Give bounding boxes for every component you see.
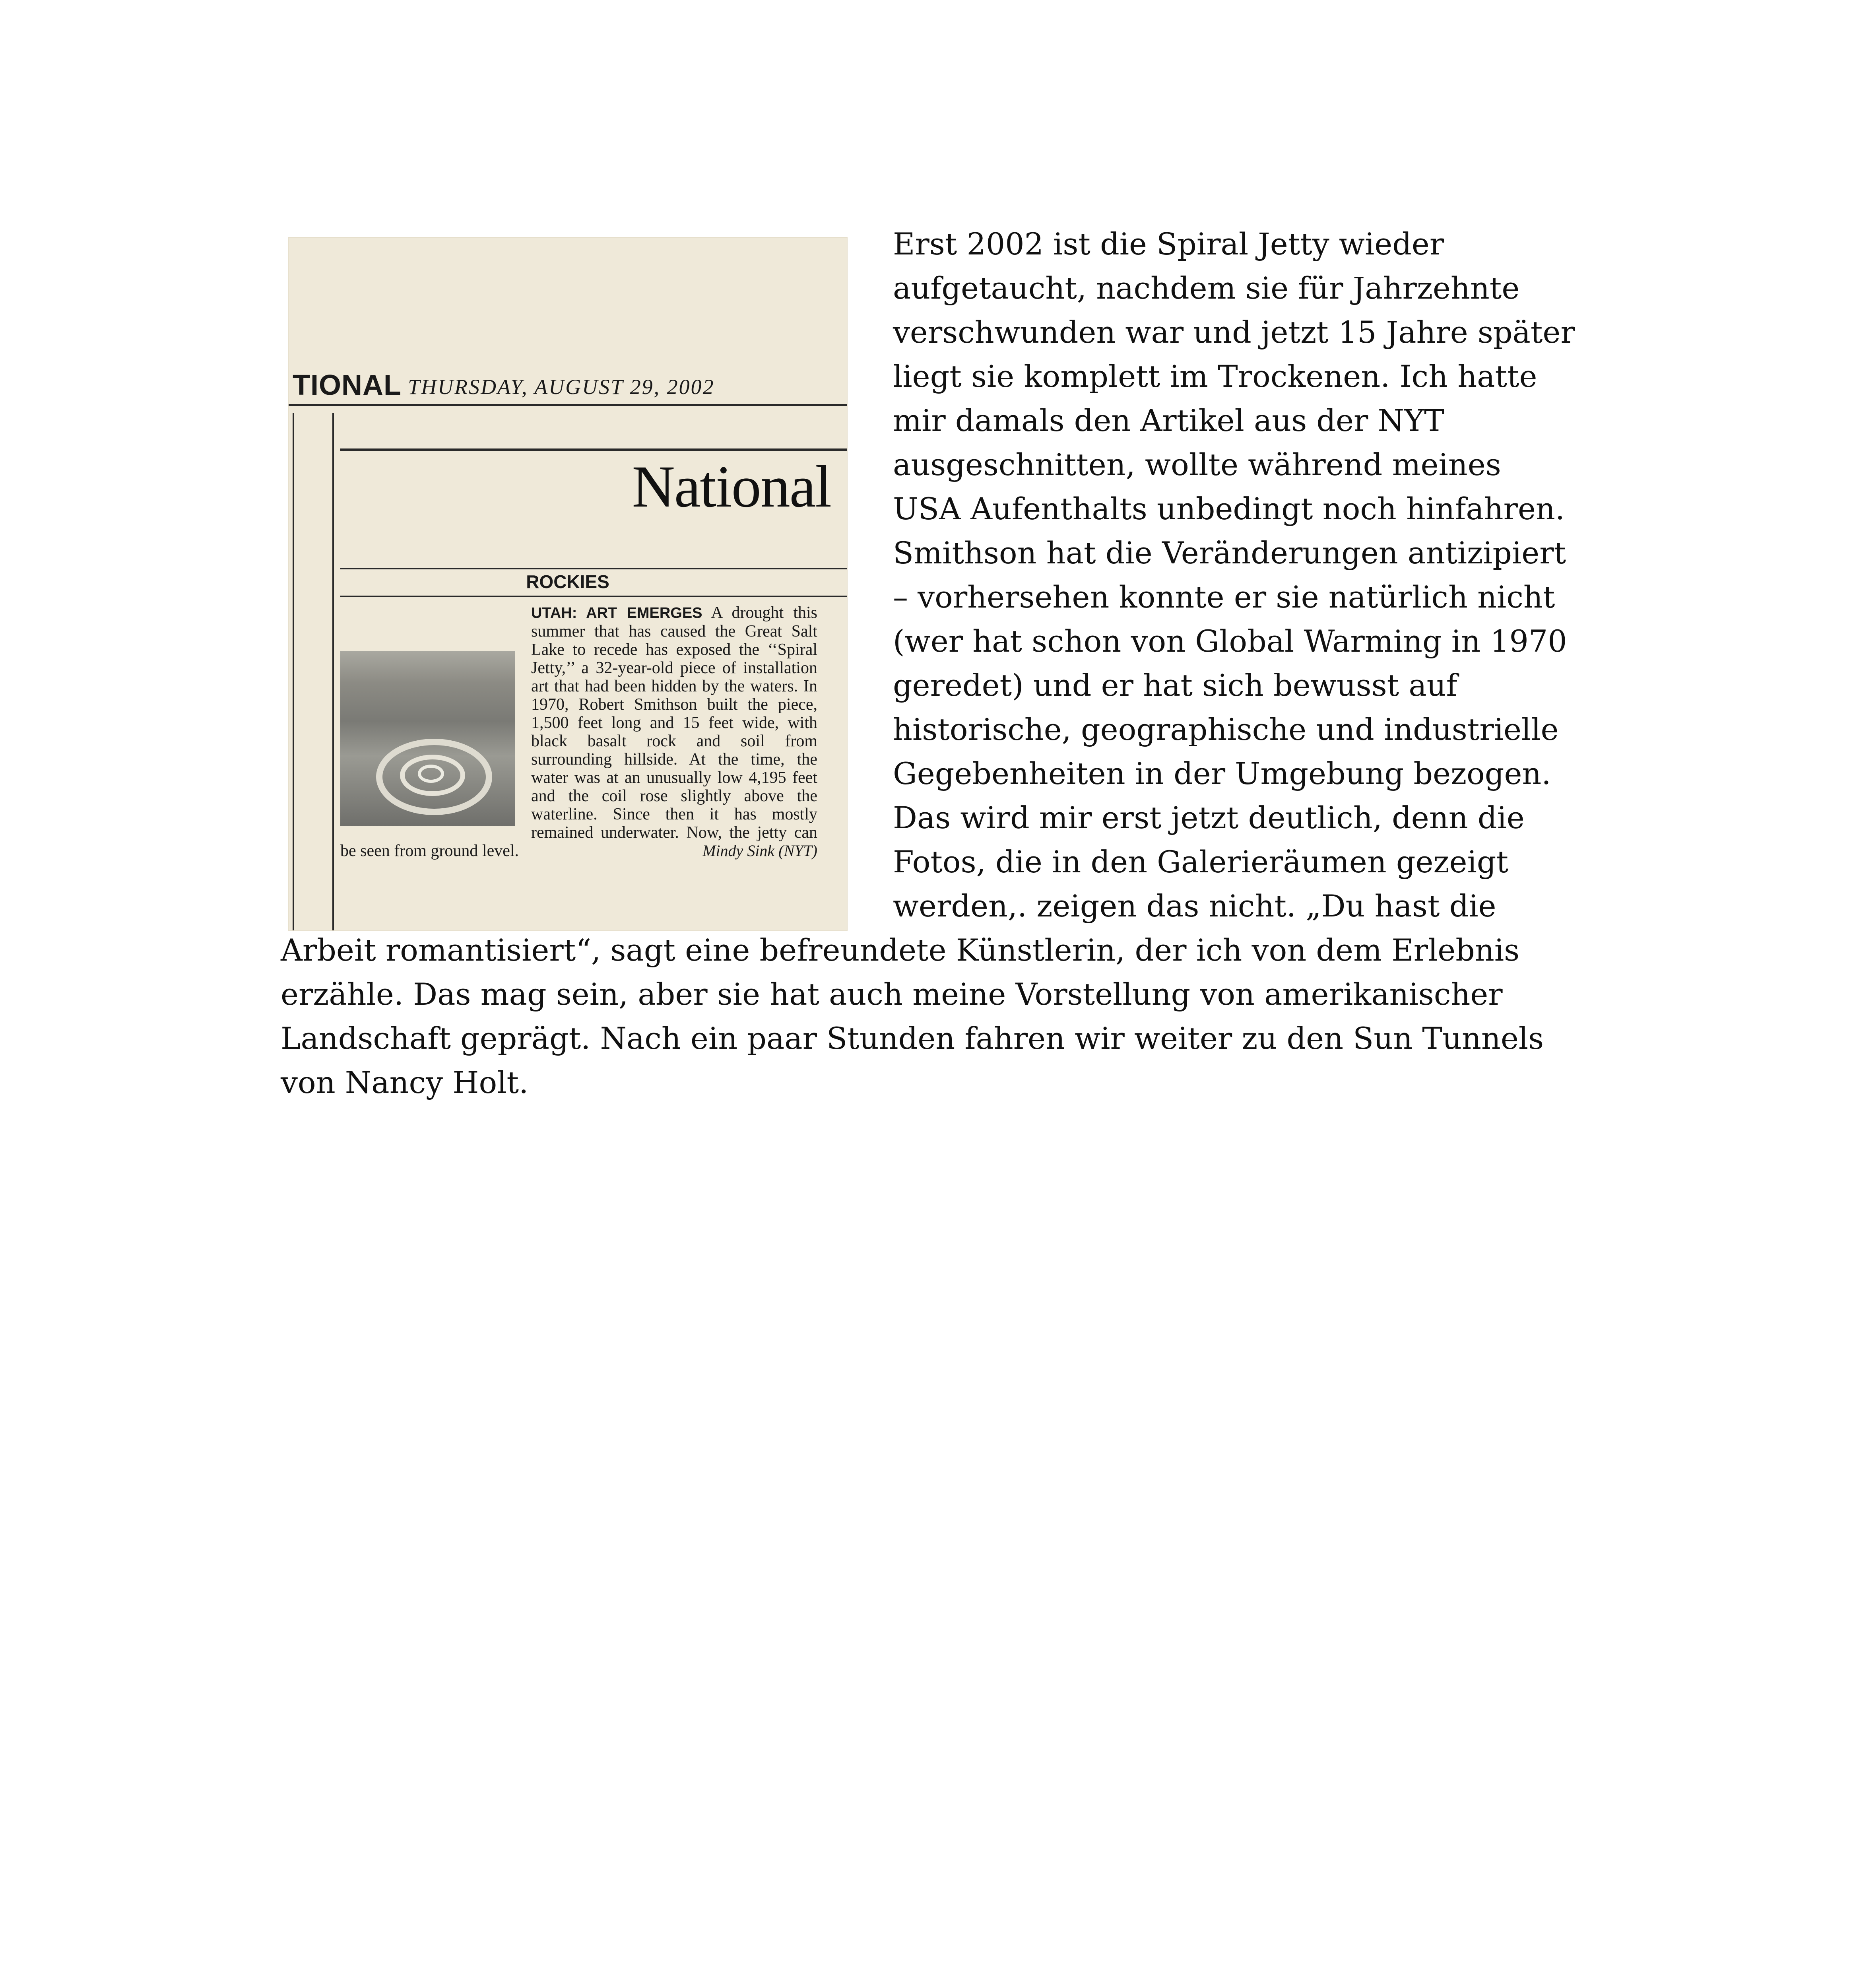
article-text: A drought this summer that has caused the Great Salt Lake to recede has exposed the ‘‘Spiral Jetty,’’ a 32-year-old piece of installation art that had been hidden by the waters. In 1970, Robert Smithson built the piece, 1,500 feet long and 15 feet wide, with black basalt rock and soil from surrounding hillside. At the time, the water was at an unusually low 4,195 feet and the coil rose slightly above the waterline. Since then it has mostly remained underwater. Now, the jetty can be seen from ground level. [340,604,818,860]
paragraph-1: Erst 2002 ist die Spiral Jetty wieder aufgetaucht, nachdem sie für Jahrzehnte verschwunden war und jetzt 15 Jahre später liegt sie komplett im Trockenen. Ich hatte mir damals den Artikel aus der NYT ausgeschnitten, wollte während meines USA Aufenthalts unbedingt noch hinfahren. [893,226,1575,526]
photo-credit: Mindy Sink (NYT) [702,842,817,860]
issue-date: THURSDAY, AUGUST 29, 2002 [408,375,715,399]
rubric-rule-top [340,568,847,569]
column-rule-inner [332,413,334,930]
heading-rule-top [340,448,847,451]
article-body [340,604,817,860]
rubric: ROCKIES [526,571,609,592]
article-kicker: UTAH: ART EMERGES [531,605,702,621]
rubric-rule-bottom [340,596,847,597]
header-rule [289,404,847,406]
paragraph-2: Smithson hat die Veränderungen antizipiert – vorhersehen konnte er sie natürlich nicht (wer hat schon von Global Warming in 1970 geredet) und er hat sich bewusst auf historische, geographische und industrielle Gegebenheiten in der Umgebung bezogen. Das wird mir erst jetzt deutlich, denn die Fotos, die in den Galerieräumen gezeigt werden,. zeigen das nicht. „Du hast die Arbeit romantisiert“, sagt eine befreundete Künstlerin, der ich von dem Erlebnis erzähle. Das mag sein, aber sie hat auch meine Vorstellung von amerikanischer Landschaft geprägt. Nach ein paar Stunden fahren wir weiter zu den Sun Tunnels von Nancy Holt. [281,535,1567,1100]
page-heading: National [632,454,831,520]
clipping-header [289,369,847,401]
newspaper-clipping [289,238,847,930]
section-name: TIONAL [293,369,402,401]
column-rule-left [293,413,294,930]
photo-spacer [340,604,531,826]
